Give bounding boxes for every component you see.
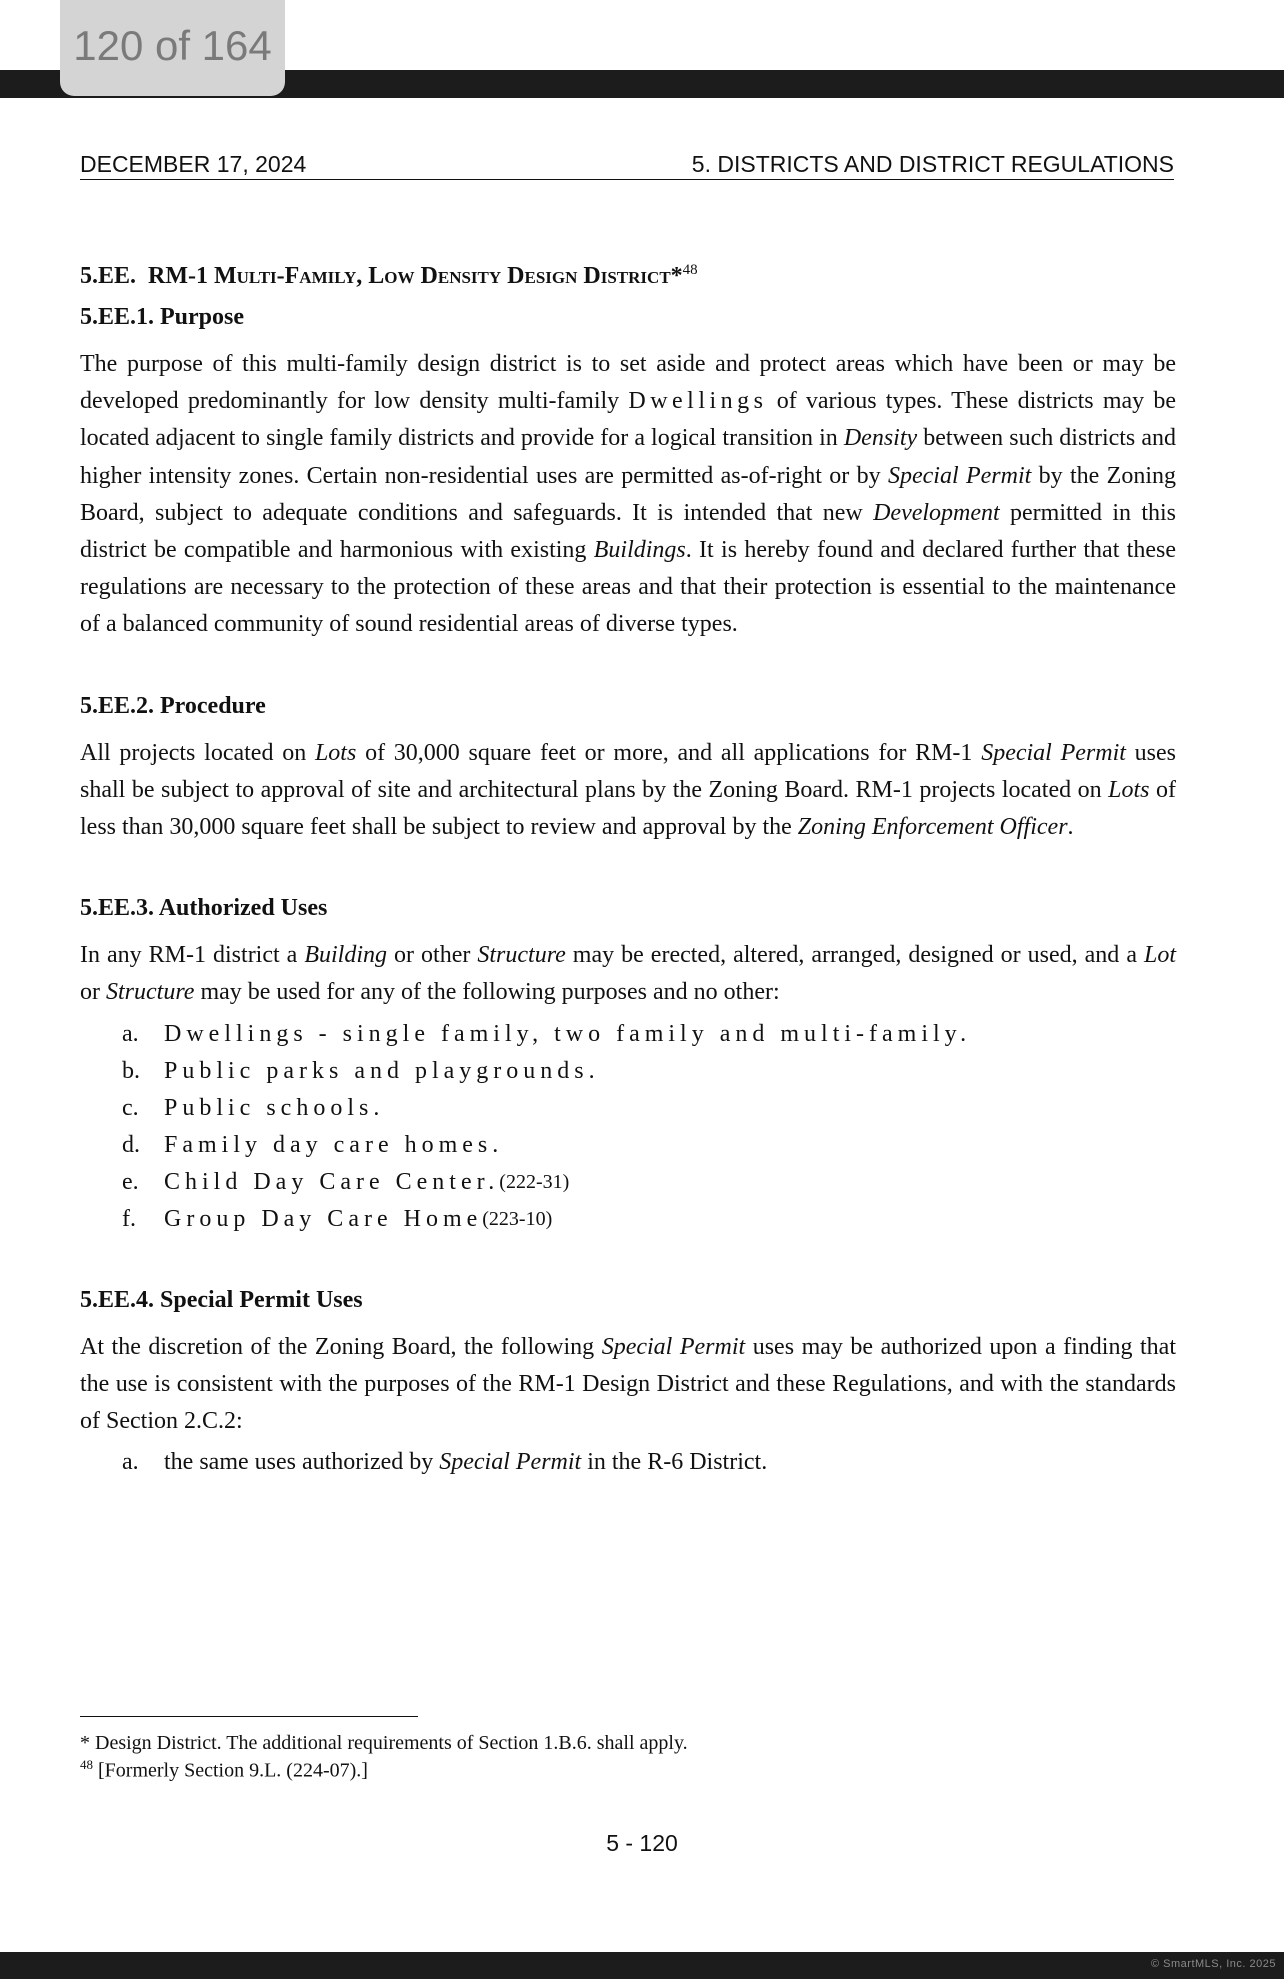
list-item: a. the same uses authorized by Special Permit in the R-6 District. xyxy=(122,1449,768,1476)
authorized-uses-heading: 5.EE.3. Authorized Uses xyxy=(80,895,328,922)
footnote-star: * Design District. The additional requirements of Section 1.B.6. shall apply. xyxy=(80,1732,688,1754)
special-permit-list xyxy=(80,1444,1176,1481)
section-title xyxy=(80,262,1176,290)
header-chapter: 5. DISTRICTS AND DISTRICT REGULATIONS xyxy=(691,151,1174,177)
special-permit-paragraph: At the discretion of the Zoning Board, the following Special Permit uses may be authorized upon a finding that the use is consistent with the purposes of the RM-1 Design District and these Regulations, and with the standards of Section 2.C.2: xyxy=(80,1333,1176,1435)
footnote-divider xyxy=(80,1716,418,1717)
list-item: b. Public parks and playgrounds. xyxy=(122,1057,600,1084)
list-item: a. Dwellings - single family, two family and multi-family. xyxy=(122,1020,972,1047)
procedure-paragraph: All projects located on Lots of 30,000 square feet or more, and all applications for RM-1 Special Permit uses shall be subject to approval of site and architectural plans by the Zoning Board. RM-1 projects located on Lots of less than 30,000 square feet shall be subject to review and approval by the Zoning Enforcement Officer. xyxy=(80,739,1176,841)
viewer-bottom-bar xyxy=(0,1952,1284,1979)
procedure-heading: 5.EE.2. Procedure xyxy=(80,692,266,719)
section-code: 5.EE. xyxy=(80,263,137,289)
document-body xyxy=(80,262,1176,1481)
page-number: 5 - 120 xyxy=(606,1830,678,1856)
list-item: f. Group Day Care Home (223-10) xyxy=(122,1205,553,1232)
section-name: RM-1 Multi-Family, Low Density Design District* xyxy=(148,263,683,289)
list-item: d. Family day care homes. xyxy=(122,1131,504,1158)
footnote-48: $^{48}$ [Formerly Section 9.L. (224-07).] xyxy=(80,1757,368,1782)
running-header xyxy=(80,151,1174,180)
authorized-uses-paragraph: In any RM-1 district a Building or other Structure may be erected, altered, arranged, designed or used, and a Lot or Structure may be used for any of the following purposes and no other: xyxy=(80,942,1176,1006)
purpose-paragraph: The purpose of this multi-family design district is to set aside and protect areas which have been or may be developed predominantly for low density multi-family Dwellings of various types. These districts may be located adjacent to single family districts and provide for a logical transition in Density between such districts and higher intensity zones. Certain non-residential uses are permitted as-of-right or by Special Permit by the Zoning Board, subject to adequate conditions and safeguards. It is intended that new Development permitted in this district be compatible and harmonious with existing Buildings. It is hereby found and declared further that these regulations are necessary to the protection of these areas and that their protection is essential to the maintenance of a balanced community of sound residential areas of diverse types. xyxy=(80,351,1177,638)
list-item: e. Child Day Care Center. (222-31) xyxy=(122,1168,570,1195)
authorized-uses-list xyxy=(80,1016,1176,1238)
list-item: c. Public schools. xyxy=(122,1094,385,1121)
footnote-ref-48: 48 xyxy=(682,262,698,278)
purpose-heading: 5.EE.1. Purpose xyxy=(80,304,245,330)
header-date: DECEMBER 17, 2024 xyxy=(80,151,307,177)
copyright-notice: © SmartMLS, Inc. 2025 xyxy=(1151,1958,1276,1970)
special-permit-heading: 5.EE.4. Special Permit Uses xyxy=(80,1286,363,1313)
page-indicator: 120 of 164 xyxy=(60,0,285,96)
